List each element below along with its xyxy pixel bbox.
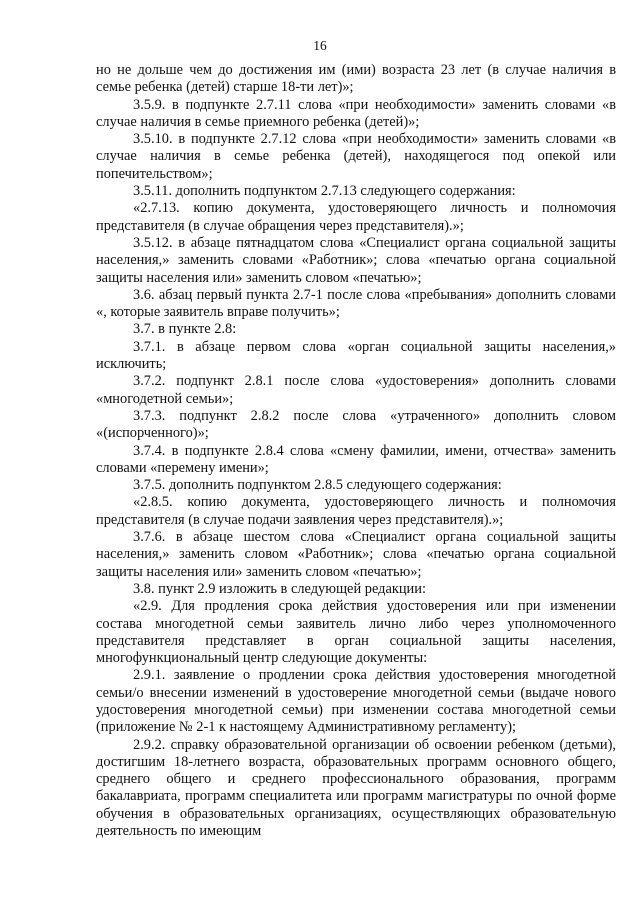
paragraph: 3.7.6. в абзаце шестом слова «Специалист органа социальной защиты населения,» заменить словом «Работник»; слова «печатью органа социальной защиты населения или» заменить словом «печатью»; bbox=[96, 529, 616, 580]
document-body bbox=[96, 62, 616, 840]
paragraph: 2.9.2. справку образовательной организации об освоении ребенком (детьми), достигшим 18-летнего возраста, образовательных программ основного общего, среднего общего и среднего профессионального образования, программ бакалавриата, программ специалитета или программ магистратуры по очной форме обучения в образовательных организациях, осуществляющих образовательную деятельность по имеющим bbox=[96, 736, 616, 840]
paragraph: 3.7.3. подпункт 2.8.2 после слова «утраченного» дополнить словом «(испорченного)»; bbox=[96, 407, 616, 442]
paragraph: 3.5.11. дополнить подпунктом 2.7.13 следующего содержания: bbox=[133, 183, 516, 200]
paragraph: 3.5.12. в абзаце пятнадцатом слова «Специалист органа социальной защиты населения,» заменить словами «Работник»; слова «печатью органа социальной защиты населения или» заменить словом «печатью»; bbox=[96, 234, 616, 286]
paragraph: 3.5.9. в подпункте 2.7.11 слова «при необходимости» заменить словами «в случае наличия в семье приемного ребенка (детей)»; bbox=[96, 96, 616, 130]
paragraph: «2.8.5. копию документа, удостоверяющего личность и полномочия представителя (в случае подачи заявления через представителя).»; bbox=[96, 494, 616, 528]
paragraph: 3.7.1. в абзаце первом слова «орган социальной защиты населения,» исключить; bbox=[96, 338, 616, 373]
page-number: 16 bbox=[313, 38, 327, 53]
paragraph: 3.5.10. в подпункте 2.7.12 слова «при необходимости» заменить словами «в случае наличия в семье ребенка (детей), находящегося под опекой или попечительством»; bbox=[96, 131, 616, 182]
paragraph: «2.7.13. копию документа, удостоверяющего личность и полномочия представителя (в случае обращения через представителя).»; bbox=[96, 200, 616, 234]
paragraph: 3.7.4. в подпункте 2.8.4 слова «смену фамилии, имени, отчества» заменить словами «перемену имени»; bbox=[96, 442, 616, 476]
paragraph: 3.6. абзац первый пункта 2.7-1 после слова «пребывания» дополнить словами «, которые заявитель вправе получить»; bbox=[96, 286, 616, 321]
paragraph: «2.9. Для продления срока действия удостоверения или при изменении состава многодетной семьи заявитель лично либо через уполномоченного представителя представляет в орган социальной защиты населения, многофункциональный центр следующие документы: bbox=[96, 598, 616, 667]
paragraph: 3.7.2. подпункт 2.8.1 после слова «удостоверения» дополнить словами «многодетной семьи»; bbox=[96, 373, 616, 407]
paragraph: 3.7. в пункте 2.8: bbox=[133, 321, 237, 338]
paragraph: 3.7.5. дополнить подпунктом 2.8.5 следующего содержания: bbox=[133, 477, 502, 494]
paragraph: но не дольше чем до достижения им (ими) возраста 23 лет (в случае наличия в семье ребенка (детей) старше 18-ти лет)»; bbox=[96, 62, 616, 96]
paragraph: 3.8. пункт 2.9 изложить в следующей редакции: bbox=[133, 580, 426, 597]
paragraph: 2.9.1. заявление о продлении срока действия удостоверения многодетной семьи/о внесении изменений в удостоверение многодетной семьи (выдаче нового удостоверения многодетной семьи) при изменении состава многодетной семьи (приложение № 2-1 к настоящему Административному регламенту); bbox=[96, 667, 616, 736]
